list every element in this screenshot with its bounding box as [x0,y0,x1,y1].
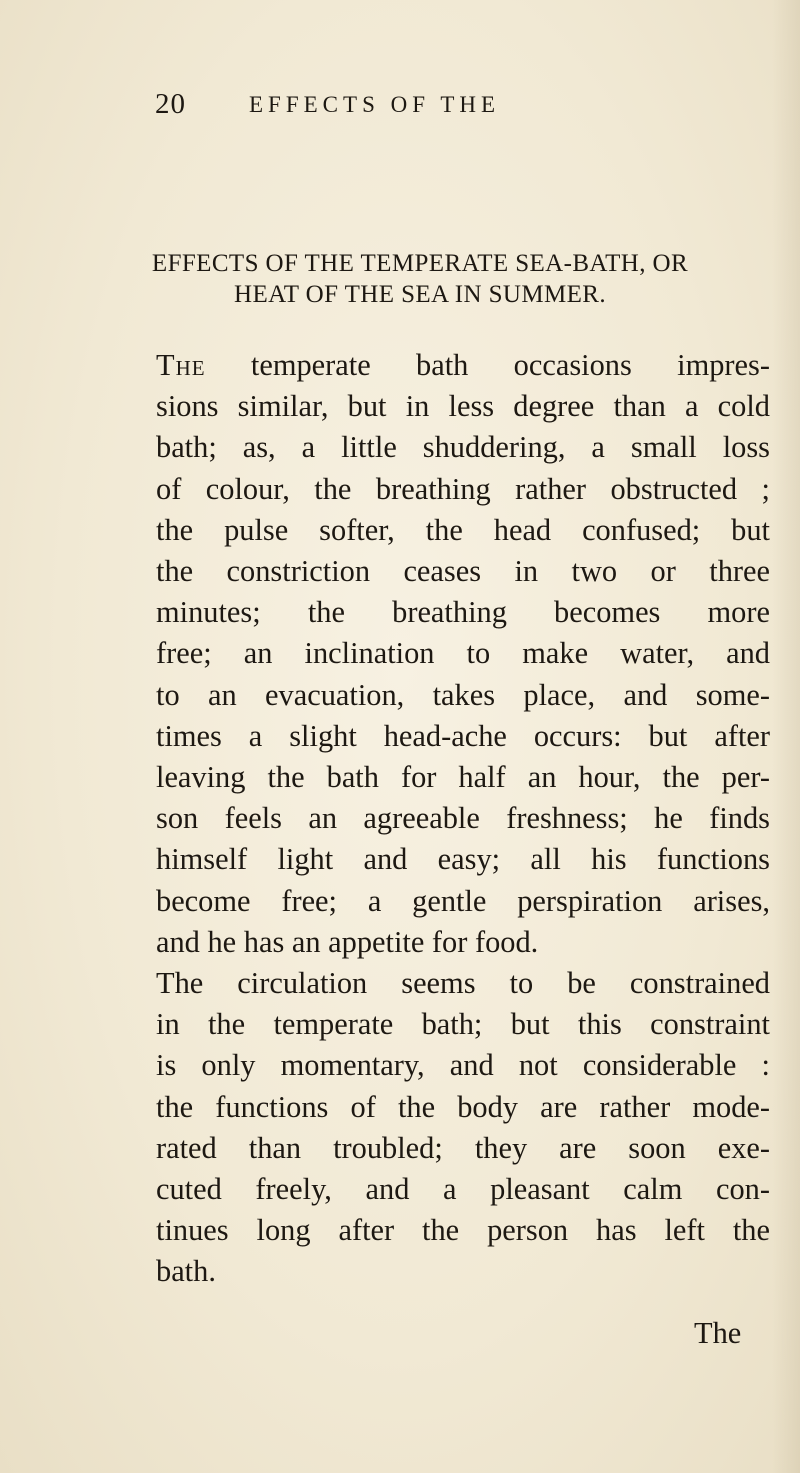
text-line: free; an inclination to make water, and [156,636,770,671]
section-title-line-2: HEAT OF THE SEA IN SUMMER. [233,281,607,308]
text-line: The circulation seems to be constrained [156,966,770,1001]
text-line: bath; as, a little shuddering, a small loss [156,430,770,465]
text-line: leaving the bath for half an hour, the per- [156,760,770,795]
text-line: tinues long after the person has left the [156,1213,770,1248]
text-line: is only momentary, and not considerable : [156,1048,770,1083]
section-title [150,248,690,310]
text-line: of colour, the breathing rather obstructed ; [156,471,770,506]
text-line: himself light and easy; all his functions [156,842,770,877]
text-line: and he has an appetite for food. [156,924,539,959]
page-edge-shadow [772,0,800,1473]
running-head [0,88,800,128]
text-line: become free; a gentle perspiration arises, [156,883,770,918]
text-line: the pulse softer, the head confused; but [156,512,770,547]
text-line: cuted freely, and a pleasant calm con- [156,1172,770,1207]
text-line: bath. [156,1254,216,1289]
text-line [156,345,770,386]
text-line: the constriction ceases in two or three [156,554,770,589]
first-line-rest: temperate bath occasions impres- [250,348,770,382]
text-line: times a slight head-ache occurs: but after [156,718,770,753]
text-line: to an evacuation, takes place, and some- [156,677,770,712]
section-title-line-1: EFFECTS OF THE TEMPERATE SEA-BATH, OR [151,250,689,277]
running-head-title: EFFECTS OF THE [249,92,501,117]
text-line: rated than troubled; they are soon exe- [156,1130,770,1165]
text-line: minutes; the breathing becomes more [156,595,770,630]
first-word: The [156,348,206,382]
text-line: in the temperate bath; but this constraint [156,1007,770,1042]
text-line: the functions of the body are rather mode- [156,1089,770,1124]
text-line: sions similar, but in less degree than a cold [156,389,770,424]
page-number: 20 [155,88,186,120]
catchword: The [694,1316,742,1350]
text-line: son feels an agreeable freshness; he finds [156,801,770,836]
body-paragraphs [156,345,770,1293]
